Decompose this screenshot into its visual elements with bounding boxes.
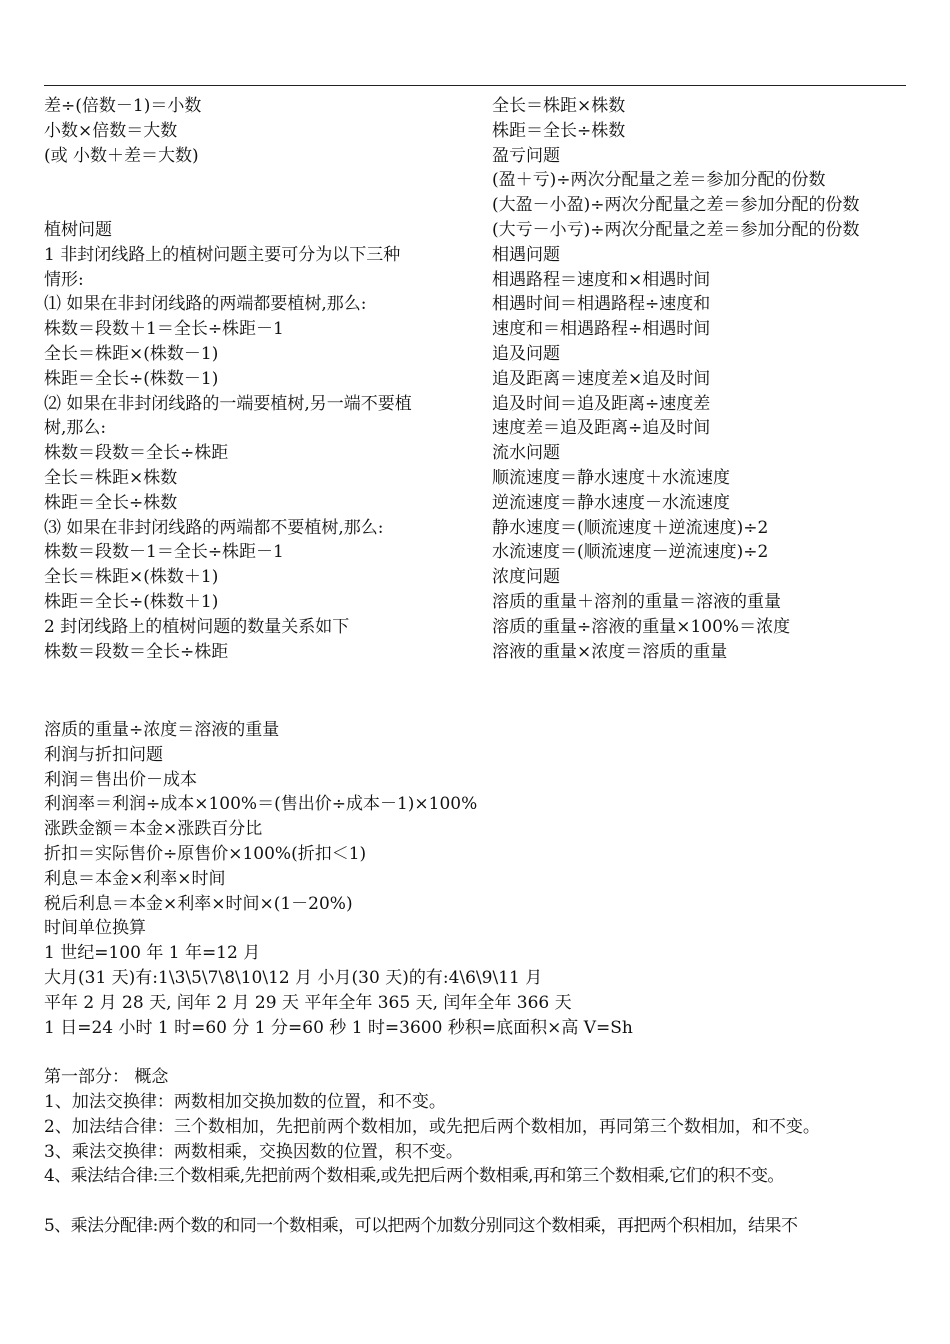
text-line: 株距＝全长÷(株数＋1): [44, 591, 219, 612]
text-line: (盈＋亏)÷两次分配量之差＝参加分配的份数: [492, 170, 826, 191]
text-line: 溶质的重量÷溶液的重量×100%＝浓度: [492, 616, 791, 637]
text-line: 1 非封闭线路上的植树问题主要可分为以下三种: [44, 244, 401, 265]
left-column: [44, 94, 469, 664]
text-line: 第一部分： 概念: [44, 1067, 169, 1088]
text-line: 流水问题: [492, 443, 560, 464]
text-line: 盈亏问题: [492, 145, 560, 166]
text-line: (或 小数＋差＝大数): [44, 145, 199, 166]
text-line: 追及时间＝追及距离÷速度差: [492, 393, 711, 414]
text-line: 相遇路程＝速度和×相遇时间: [492, 269, 711, 290]
text-line: 1 日=24 小时 1 时=60 分 1 分=60 秒 1 时=3600 秒积=底面积×高 V=Sh: [44, 1017, 633, 1038]
text-line: 株数＝段数－1＝全长÷株距－1: [44, 542, 284, 563]
text-line: 相遇时间＝相遇路程÷速度和: [492, 294, 711, 315]
text-line: 顺流速度＝静水速度＋水流速度: [492, 467, 730, 488]
text-line: 溶质的重量÷浓度＝溶液的重量: [44, 720, 280, 740]
text-line: 静水速度＝(顺流速度＋逆流速度)÷2: [492, 517, 769, 538]
text-line: 水流速度＝(顺流速度－逆流速度)÷2: [492, 542, 769, 563]
text-line: [44, 193, 469, 218]
text-line: 时间单位换算: [44, 918, 146, 939]
text-line: 折扣＝实际售价÷原售价×100%(折扣＜1): [44, 843, 367, 864]
text-line: 逆流速度＝静水速度－水流速度: [492, 492, 730, 513]
text-line: 株距＝全长÷株数: [492, 120, 626, 141]
text-line: 涨跌金额＝本金×涨跌百分比: [44, 819, 263, 840]
text-line: 株数＝段数＝全长÷株距: [44, 641, 229, 662]
text-line: 利润与折扣问题: [44, 744, 163, 765]
text-line: 利润＝售出价－成本: [44, 769, 197, 790]
text-line: 株数＝段数＋1＝全长÷株距－1: [44, 319, 284, 340]
text-line: [44, 1189, 924, 1214]
text-line: 全长＝株距×(株数＋1): [44, 567, 219, 588]
text-line: 利息＝本金×利率×时间: [44, 868, 226, 889]
text-line: 植树问题: [44, 219, 112, 240]
text-line: 全长＝株距×株数: [492, 96, 626, 116]
text-line: [44, 168, 469, 193]
text-line: 速度和＝相遇路程÷相遇时间: [492, 319, 711, 340]
text-line: 3、乘法交换律：两数相乘，交换因数的位置，积不变。: [44, 1141, 463, 1162]
text-line: 株距＝全长÷株数: [44, 492, 178, 513]
text-line: 树,那么:: [44, 418, 107, 439]
text-line: (大盈－小盈)÷两次分配量之差＝参加分配的份数: [492, 195, 860, 216]
text-line: 全长＝株距×株数: [44, 467, 178, 488]
header-rule: [44, 85, 906, 86]
text-line: 2 封闭线路上的植树问题的数量关系如下: [44, 616, 350, 637]
text-line: 全长＝株距×(株数－1): [44, 343, 219, 364]
text-line: 情形:: [44, 269, 84, 290]
text-line: ⑶ 如果在非封闭线路的两端都不要植树,那么:: [44, 517, 384, 538]
text-line: 大月(31 天)有:1\3\5\7\8\10\12 月 小月(30 天)的有:4\6\9\11 月: [44, 967, 543, 988]
text-line: 1 世纪=100 年 1 年=12 月: [44, 943, 261, 964]
text-line: 溶质的重量＋溶剂的重量＝溶液的重量: [492, 591, 781, 612]
text-line: 株数＝段数＝全长÷株距: [44, 443, 229, 464]
text-line: 4、乘法结合律:三个数相乘,先把前两个数相乘,或先把后两个数相乘,再和第三个数相乘,它们的积不变。: [44, 1166, 784, 1187]
text-line: ⑴ 如果在非封闭线路的两端都要植树,那么:: [44, 294, 367, 315]
bottom-section: [44, 718, 924, 1239]
text-line: (大亏－小亏)÷两次分配量之差＝参加分配的份数: [492, 219, 860, 240]
text-line: 差÷(倍数－1)＝小数: [44, 96, 202, 116]
text-line: 追及距离＝速度差×追及时间: [492, 368, 711, 389]
text-line: 溶液的重量×浓度＝溶质的重量: [492, 641, 728, 662]
text-line: 利润率＝利润÷成本×100%＝(售出价÷成本－1)×100%: [44, 794, 478, 815]
text-line: ⑵ 如果在非封闭线路的一端要植树,另一端不要植: [44, 393, 412, 414]
text-line: 税后利息＝本金×利率×时间×(1－20%): [44, 893, 353, 914]
text-line: 速度差＝追及距离÷追及时间: [492, 418, 711, 439]
right-column: [492, 94, 912, 664]
text-line: [44, 1040, 924, 1065]
text-line: 平年 2 月 28 天, 闰年 2 月 29 天 平年全年 365 天, 闰年全年 366 天: [44, 992, 572, 1013]
text-line: 小数×倍数＝大数: [44, 120, 178, 141]
text-line: 5、乘法分配律:两个数的和同一个数相乘，可以把两个加数分别同这个数相乘，再把两个积相加，结果不: [44, 1215, 798, 1236]
text-line: 2、加法结合律：三个数相加，先把前两个数相加，或先把后两个数相加，再同第三个数相加，和不变。: [44, 1116, 820, 1137]
text-line: 相遇问题: [492, 244, 560, 265]
text-line: 株距＝全长÷(株数－1): [44, 368, 219, 389]
text-line: 追及问题: [492, 343, 560, 364]
text-line: 浓度问题: [492, 567, 560, 588]
text-line: 1、加法交换律：两数相加交换加数的位置，和不变。: [44, 1091, 446, 1112]
